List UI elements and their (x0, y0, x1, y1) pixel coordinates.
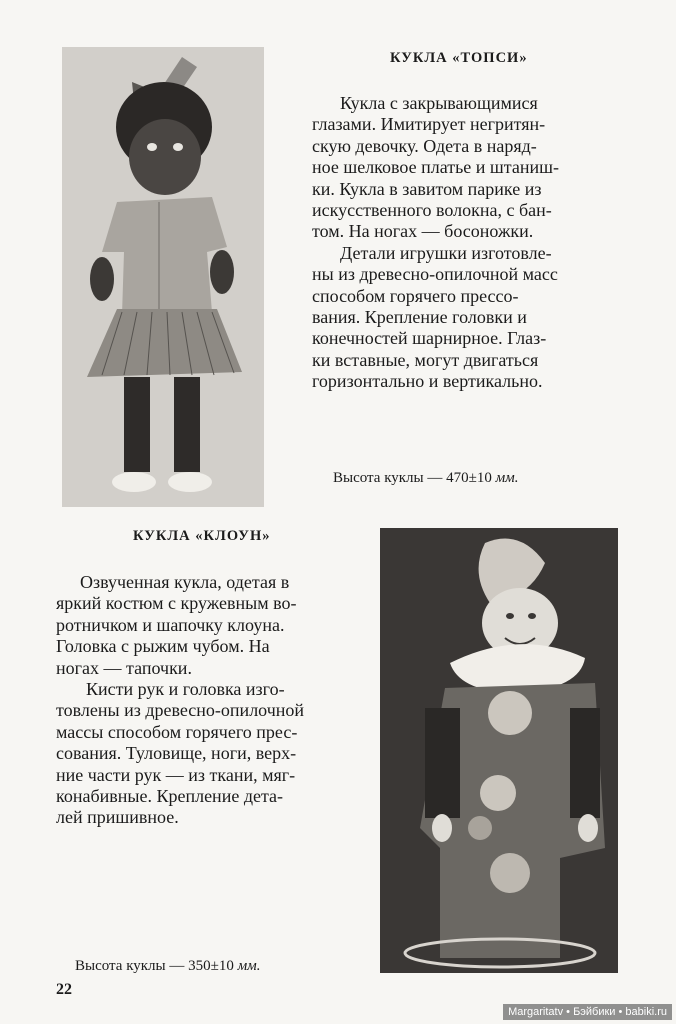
text-line: том. На ногах — босоножки. (312, 221, 534, 242)
text-line: массы способом горячего прес- (56, 721, 298, 742)
text-line: лей пришивное. (56, 807, 179, 828)
text-line: Кукла с закрывающимися (340, 93, 538, 113)
clown-description (56, 572, 304, 829)
text-line: ки вставные, могут двигаться (312, 349, 539, 370)
page-number: 22 (56, 981, 72, 998)
text-line: глазами. Имитирует негритян- (312, 114, 546, 135)
topsy-doll-photo (62, 47, 264, 507)
text-line: сования. Туловище, ноги, верх- (56, 743, 297, 764)
clown-height-text: Высота куклы — 350±10 (75, 958, 234, 974)
text-line: Детали игрушки изготовле- (340, 242, 552, 263)
clown-height-unit: мм. (237, 958, 261, 974)
text-line: конабивные. Крепление дета- (56, 786, 284, 807)
topsy-height-text: Высота куклы — 470±10 (333, 470, 492, 486)
text-line: ние части рук — из ткани, мяг- (56, 764, 296, 785)
text-line: Головка с рыжим чубом. На (56, 636, 270, 657)
text-line: скую девочку. Одета в наряд- (312, 135, 537, 156)
clown-title: КУКЛА «КЛОУН» (133, 528, 271, 544)
topsy-description (312, 93, 559, 393)
watermark: Margaritatv • Бэйбики • babiki.ru (503, 1004, 672, 1020)
topsy-height (333, 470, 519, 487)
text-line: товлены из древесно-опилочной (56, 700, 305, 721)
clown-height (75, 958, 261, 975)
text-line: горизонтально и вертикально. (312, 371, 543, 392)
text-line: конечностей шарнирное. Глаз- (312, 328, 547, 349)
text-line: Кисти рук и головка изго- (86, 679, 285, 700)
text-line: искусственного волокна, с бан- (312, 200, 552, 221)
text-line: яркий костюм с кружевным во- (56, 593, 297, 614)
topsy-title: КУКЛА «ТОПСИ» (390, 50, 528, 66)
text-line: способом горячего прессо- (312, 285, 519, 306)
text-line: вания. Крепление головки и (312, 307, 527, 328)
text-line: ны из древесно-опилочной масс (312, 264, 558, 285)
text-line: Озвученная кукла, одетая в (80, 572, 290, 592)
clown-doll-photo (380, 528, 618, 973)
text-line: ротничком и шапочку клоуна. (56, 614, 285, 635)
text-line: ное шелковое платье и штаниш- (312, 157, 559, 178)
text-line: ки. Кукла в завитом парике из (312, 178, 542, 199)
topsy-height-unit: мм. (495, 470, 519, 486)
text-line: ногах — тапочки. (56, 657, 192, 678)
